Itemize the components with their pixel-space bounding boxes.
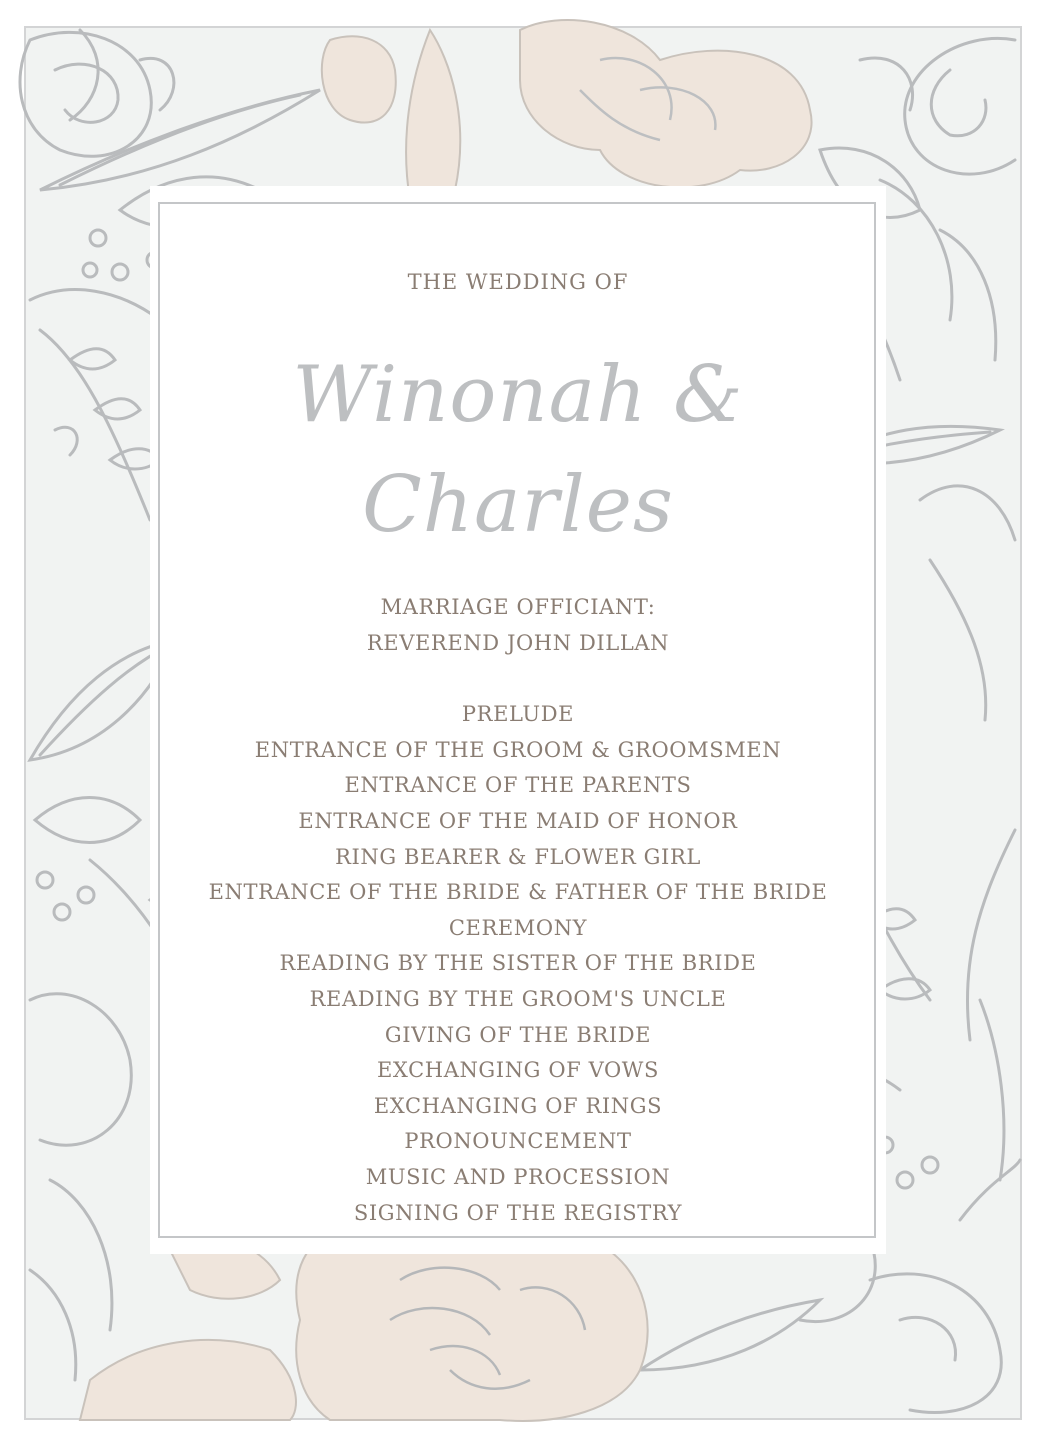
program-content [150,270,886,1231]
program-item: ENTRANCE OF THE MAID OF HONOR [298,808,738,833]
program-item: ENTRANCE OF THE PARENTS [344,773,692,798]
program-item: CEREMONY [448,915,588,940]
program-item: MUSIC AND PROCESSION [365,1164,671,1189]
officiant-label: MARRIAGE OFFICIANT: [380,595,656,619]
program-item: EXCHANGING OF RINGS [373,1093,663,1118]
program-item: PRELUDE [461,702,575,727]
officiant-name: REVEREND JOHN DILLAN [366,630,670,655]
program-item: PRONOUNCEMENT [404,1129,632,1154]
program-item: ENTRANCE OF THE GROOM & GROOMSMEN [254,737,782,762]
wedding-of-heading: THE WEDDING OF [407,270,629,294]
program-item: SIGNING OF THE REGISTRY [353,1200,683,1225]
officiant-block [150,590,886,661]
program-item: GIVING OF THE BRIDE [384,1022,652,1047]
program-item: ENTRANCE OF THE BRIDE & FATHER OF THE BRIDE [208,880,828,905]
program-item: READING BY THE GROOM'S UNCLE [309,986,727,1011]
program-item: RING BEARER & FLOWER GIRL [335,844,701,869]
couple-names: Winonah & Charles [292,350,744,550]
program-item: READING BY THE SISTER OF THE BRIDE [279,951,757,976]
program-item: EXCHANGING OF VOWS [377,1058,659,1083]
program-list [150,697,886,1231]
